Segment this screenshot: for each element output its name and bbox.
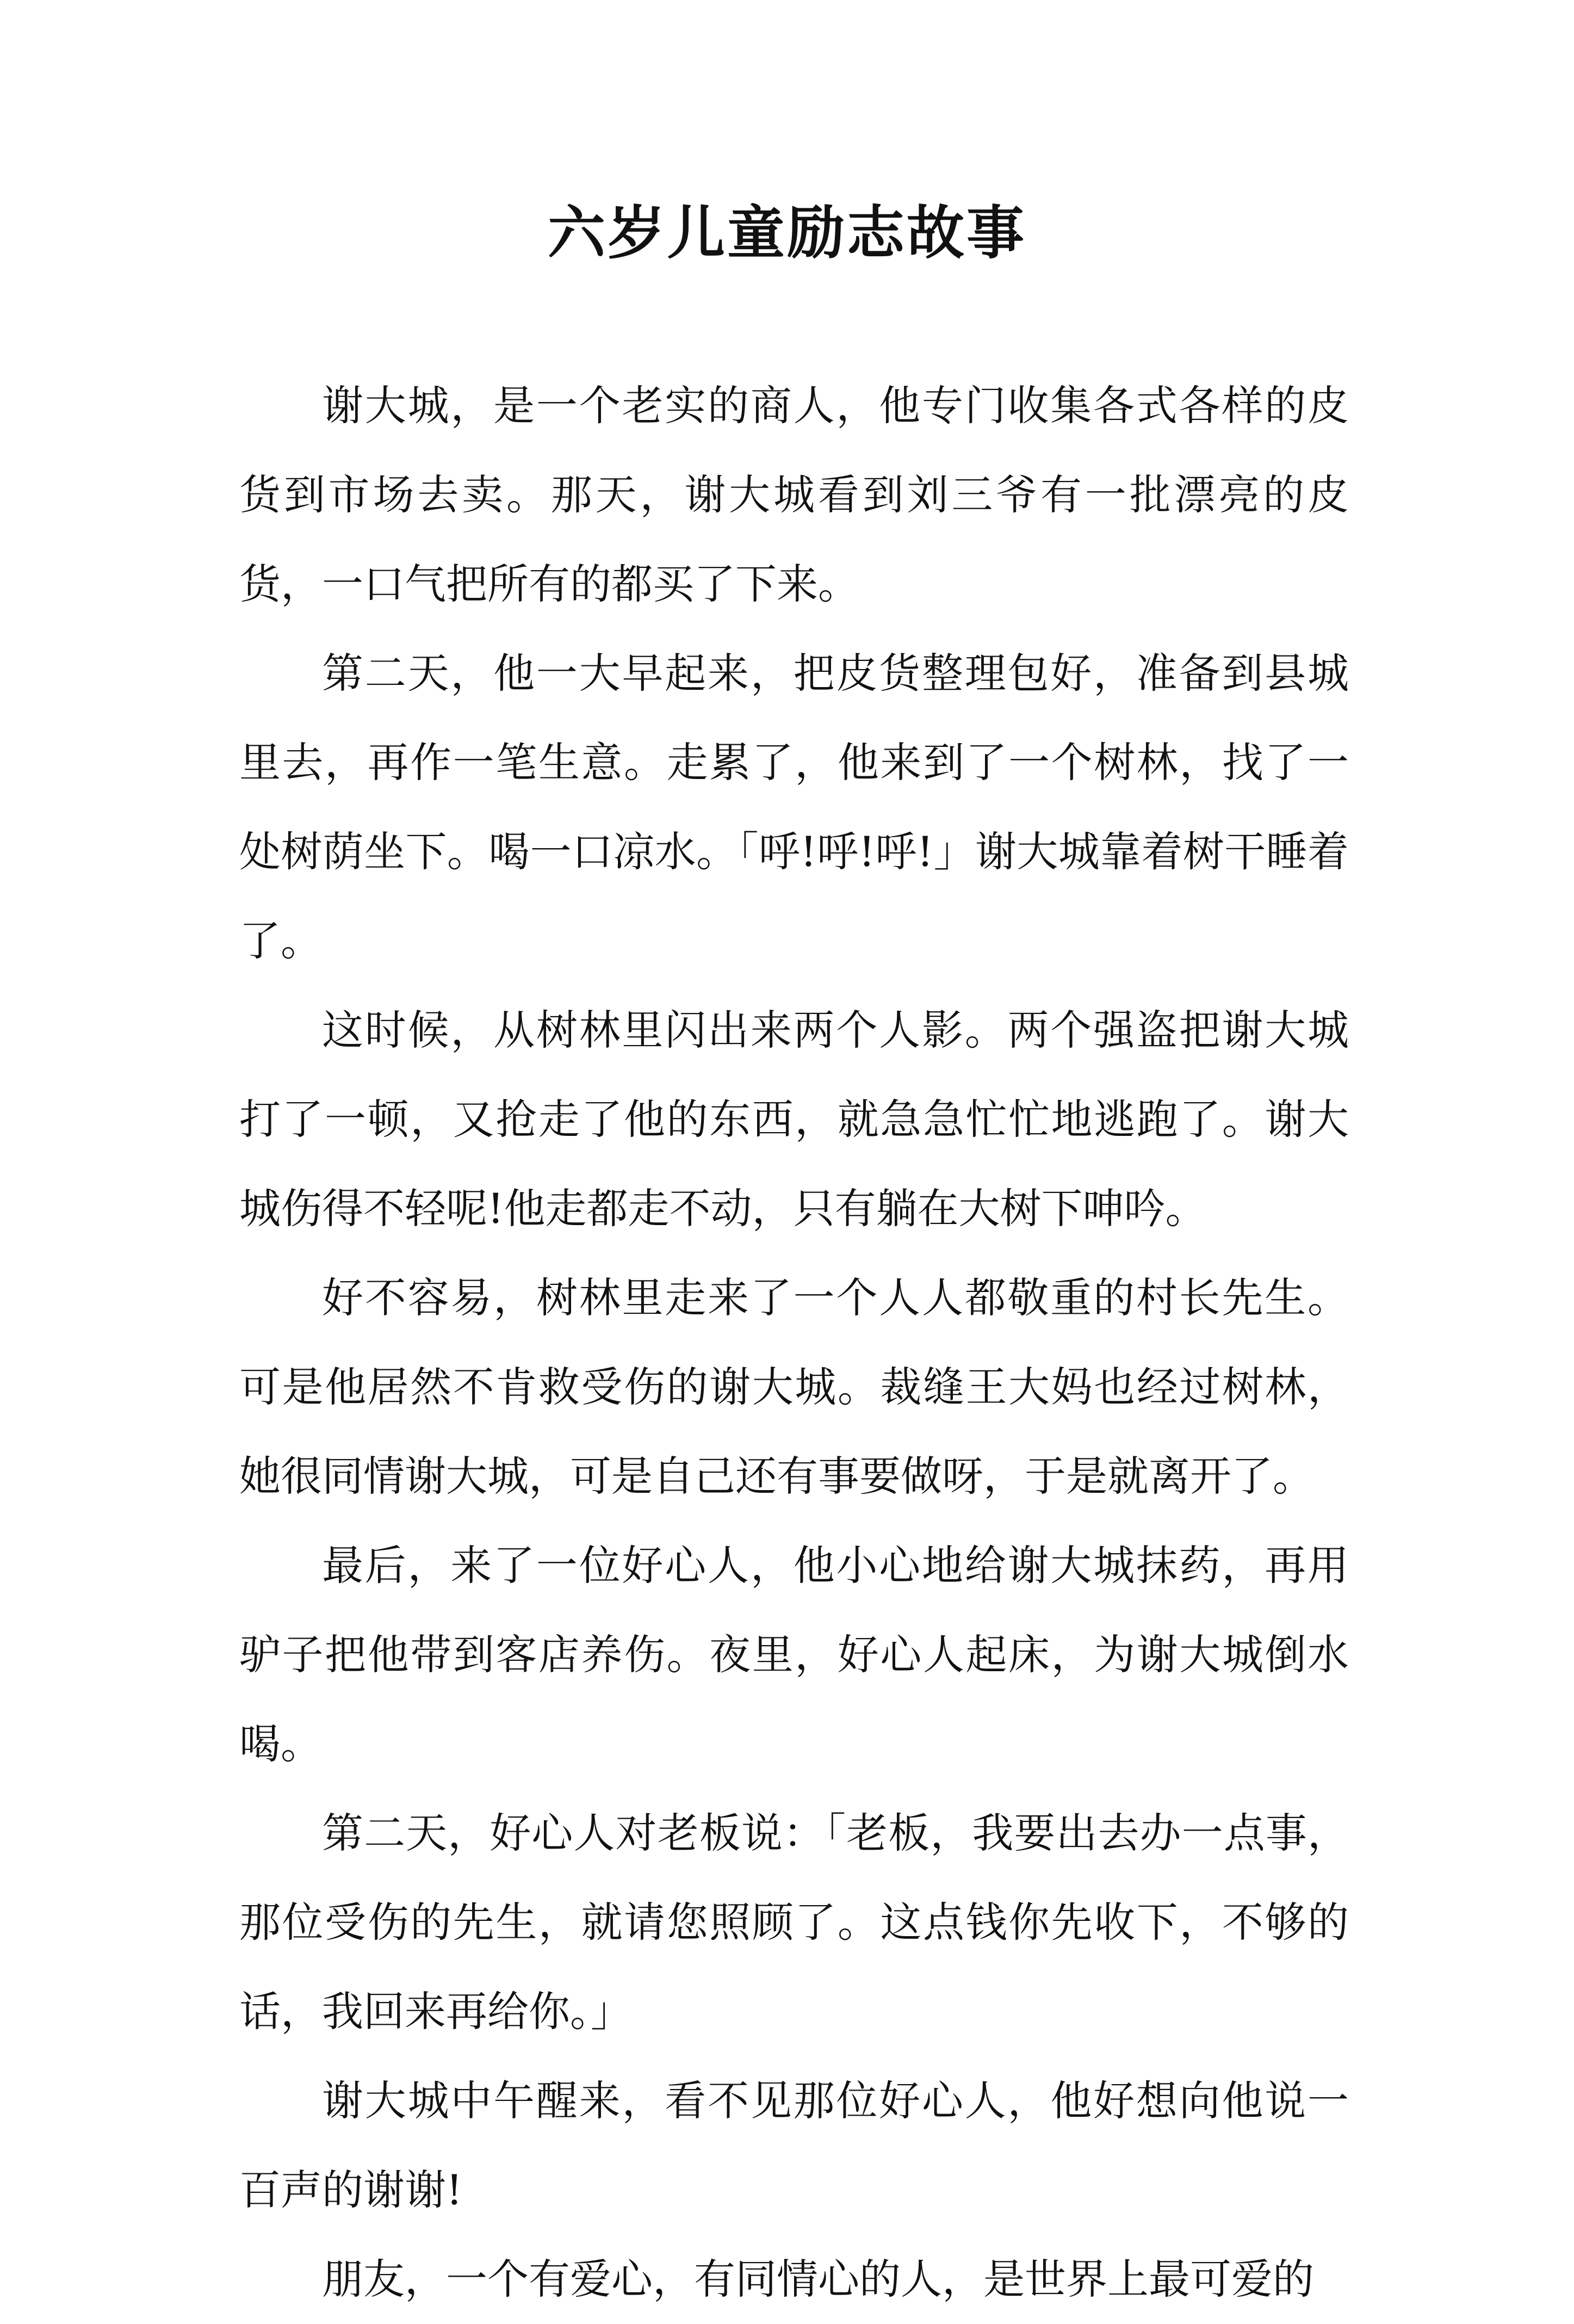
paragraph: 最后，来了一位好心人，他小心地给谢大城抹药，再用驴子把他带到客店养伤。夜里，好心人起床，为谢大城倒水喝。 bbox=[239, 1541, 1349, 1768]
document-body bbox=[239, 361, 1349, 2324]
document-title: 六岁儿童励志故事 bbox=[548, 199, 1026, 267]
paragraph: 朋友，一个有爱心，有同情心的人，是世界上最可爱的 bbox=[322, 2255, 1314, 2303]
paragraph: 第二天，好心人对老板说：「老板，我要出去办一点事，那位受伤的先生，就请您照顾了。这点钱你先收下，不够的话，我回来再给你。」 bbox=[239, 1809, 1349, 2036]
paragraph: 好不容易，树林里走来了一个人人都敬重的村长先生。可是他居然不肯救受伤的谢大城。裁缝王大妈也经过树林，她很同情谢大城，可是自己还有事要做呀，于是就离开了。 bbox=[239, 1274, 1349, 1500]
paragraph: 这时候，从树林里闪出来两个人影。两个强盗把谢大城打了一顿，又抢走了他的东西，就急急忙忙地逃跑了。谢大城伤得不轻呢!他走都走不动，只有躺在大树下呻吟。 bbox=[239, 1006, 1349, 1233]
paragraph: 谢大城，是一个老实的商人，他专门收集各式各样的皮货到市场去卖。那天，谢大城看到刘三爷有一批漂亮的皮货，一口气把所有的都买了下来。 bbox=[239, 381, 1349, 608]
paragraph: 第二天，他一大早起来，把皮货整理包好，准备到县城里去，再作一笔生意。走累了，他来到了一个树林，找了一处树荫坐下。喝一口凉水。「呼!呼!呼!」谢大城靠着树干睡着了。 bbox=[239, 649, 1349, 965]
paragraph: 谢大城中午醒来，看不见那位好心人，他好想向他说一百声的谢谢! bbox=[239, 2076, 1349, 2214]
